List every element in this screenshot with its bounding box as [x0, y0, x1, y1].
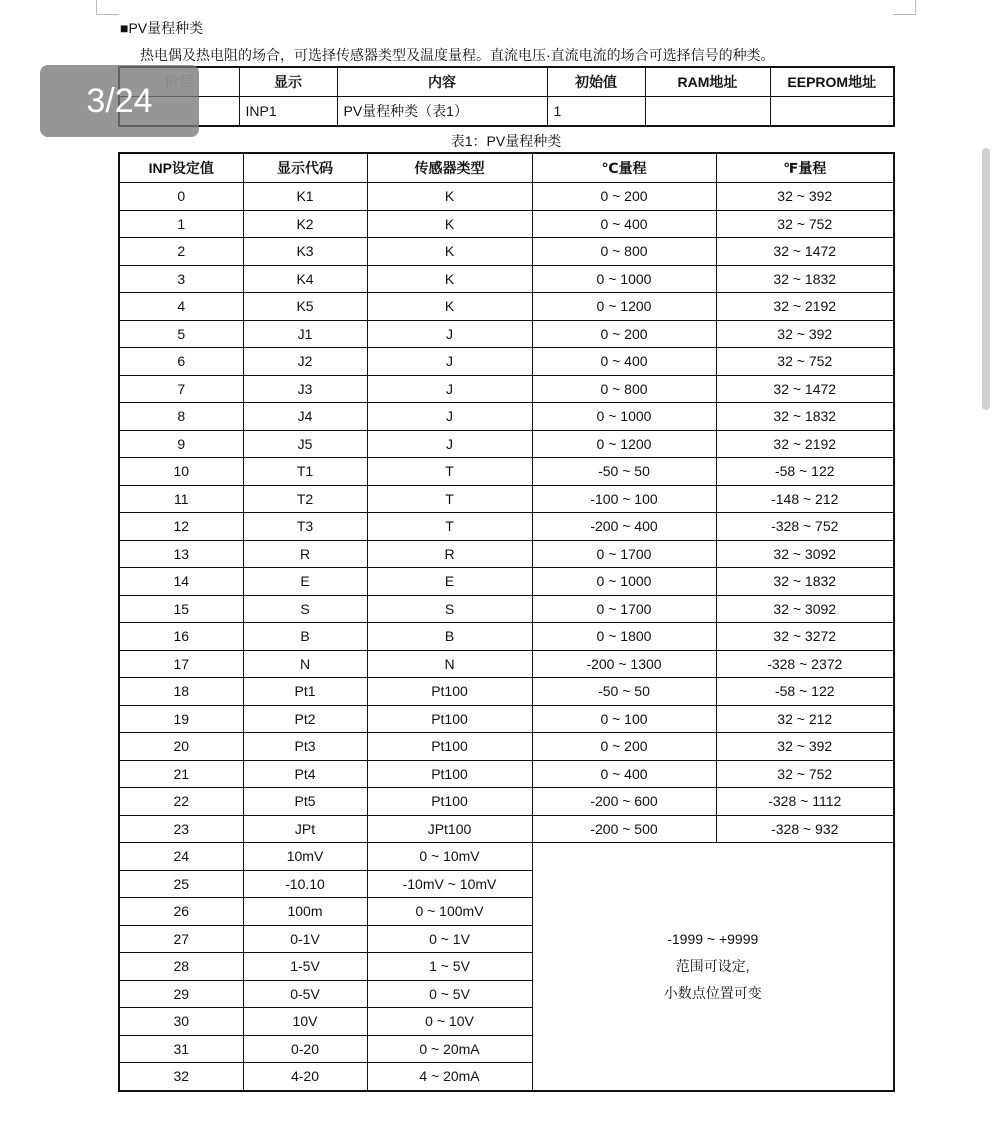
cell-inp-value: 7	[119, 375, 243, 403]
cell-eeprom-address	[770, 97, 894, 127]
page-corner-top-right	[893, 0, 916, 15]
cell-display-code: N	[243, 650, 367, 678]
cell-celsius-range: -50 ~ 50	[532, 678, 716, 706]
cell-inp-value: 9	[119, 430, 243, 458]
cell-sensor-type: JPt100	[367, 815, 532, 843]
cell-sensor-type: R	[367, 540, 532, 568]
cell-sensor-type: K	[367, 265, 532, 293]
cell-display-code: 100m	[243, 898, 367, 926]
cell-display-code: J2	[243, 348, 367, 376]
cell-display-code: 0-1V	[243, 925, 367, 953]
cell-display-code: J4	[243, 403, 367, 431]
cell-inp-value: 27	[119, 925, 243, 953]
cell-display-code: Pt4	[243, 760, 367, 788]
header-celsius-range: ℃量程	[532, 153, 716, 183]
cell-inp-value: 11	[119, 485, 243, 513]
cell-celsius-range: 0 ~ 1200	[532, 293, 716, 321]
cell-display-code: J5	[243, 430, 367, 458]
cell-inp-value: 29	[119, 980, 243, 1008]
header-sensor-type: 传感器类型	[367, 153, 532, 183]
cell-sensor-type: 4 ~ 20mA	[367, 1063, 532, 1091]
cell-display-code: K3	[243, 238, 367, 266]
cell-inp-value: 23	[119, 815, 243, 843]
cell-inp-value: 30	[119, 1008, 243, 1036]
cell-fahrenheit-range: 32 ~ 3092	[716, 595, 894, 623]
cell-sensor-type: S	[367, 595, 532, 623]
cell-sensor-type: E	[367, 568, 532, 596]
cell-sensor-type: 0 ~ 20mA	[367, 1035, 532, 1063]
cell-fahrenheit-range: -148 ~ 212	[716, 485, 894, 513]
cell-inp-value: 19	[119, 705, 243, 733]
cell-inp-value: 10	[119, 458, 243, 486]
table-row	[119, 540, 894, 568]
cell-sensor-type: -10mV ~ 10mV	[367, 870, 532, 898]
cell-display-code: Pt5	[243, 788, 367, 816]
table-row	[119, 265, 894, 293]
cell-sensor-type: T	[367, 513, 532, 541]
cell-inp-value: 14	[119, 568, 243, 596]
parameter-table-header	[119, 67, 894, 97]
cell-inp-value: 22	[119, 788, 243, 816]
cell-fahrenheit-range: 32 ~ 392	[716, 320, 894, 348]
signal-note-line: 范围可设定,	[675, 957, 750, 974]
cell-display-code: K4	[243, 265, 367, 293]
cell-display: INP1	[239, 97, 337, 127]
cell-celsius-range: -200 ~ 400	[532, 513, 716, 541]
table-row	[119, 843, 894, 871]
cell-display-code: -10.10	[243, 870, 367, 898]
header-inp-value: INP设定值	[119, 153, 243, 183]
cell-inp-value: 25	[119, 870, 243, 898]
cell-celsius-range: -50 ~ 50	[532, 458, 716, 486]
signal-note-line: -1999 ~ +9999	[667, 930, 759, 947]
cell-celsius-range: 0 ~ 800	[532, 238, 716, 266]
cell-inp-value: 13	[119, 540, 243, 568]
table-row	[119, 733, 894, 761]
header-eeprom-address: EEPROM地址	[770, 67, 894, 97]
cell-inp-value: 0	[119, 183, 243, 211]
cell-sensor-type: 0 ~ 10V	[367, 1008, 532, 1036]
parameter-table	[118, 66, 895, 127]
cell-display-code: K5	[243, 293, 367, 321]
table-row	[119, 238, 894, 266]
cell-sensor-type: T	[367, 458, 532, 486]
table-row	[119, 650, 894, 678]
cell-celsius-range: 0 ~ 1000	[532, 568, 716, 596]
cell-inp-value: 32	[119, 1063, 243, 1091]
table-row	[119, 348, 894, 376]
cell-fahrenheit-range: -328 ~ 932	[716, 815, 894, 843]
cell-display-code: 1-5V	[243, 953, 367, 981]
cell-celsius-range: 0 ~ 400	[532, 348, 716, 376]
cell-initial-value: 1	[547, 97, 645, 127]
cell-sensor-type: J	[367, 375, 532, 403]
cell-celsius-range: 0 ~ 400	[532, 760, 716, 788]
intro-text: 热电偶及热电阻的场合，可选择传感器类型及温度量程。直流电压·直流电流的场合可选择信号的种类。	[140, 47, 775, 63]
cell-celsius-range: 0 ~ 1200	[532, 430, 716, 458]
header-content: 内容	[337, 67, 547, 97]
cell-fahrenheit-range: 32 ~ 2192	[716, 293, 894, 321]
cell-display-code: 4-20	[243, 1063, 367, 1091]
cell-fahrenheit-range: -58 ~ 122	[716, 678, 894, 706]
cell-fahrenheit-range: 32 ~ 752	[716, 348, 894, 376]
cell-celsius-range: 0 ~ 200	[532, 320, 716, 348]
cell-display-code: Pt1	[243, 678, 367, 706]
table-row	[119, 705, 894, 733]
cell-celsius-range: 0 ~ 1800	[532, 623, 716, 651]
cell-celsius-range: -200 ~ 600	[532, 788, 716, 816]
cell-display-code: E	[243, 568, 367, 596]
cell-sensor-type: Pt100	[367, 678, 532, 706]
cell-display-code: T1	[243, 458, 367, 486]
cell-display-code: R	[243, 540, 367, 568]
cell-sensor-type: 0 ~ 100mV	[367, 898, 532, 926]
table-row	[119, 623, 894, 651]
cell-celsius-range: 0 ~ 1000	[532, 403, 716, 431]
cell-inp-value: 20	[119, 733, 243, 761]
page-indicator: 3/24	[40, 65, 199, 137]
table-row	[119, 375, 894, 403]
parameter-row	[119, 97, 894, 127]
cell-sensor-type: K	[367, 238, 532, 266]
cell-fahrenheit-range: -328 ~ 2372	[716, 650, 894, 678]
cell-inp-value: 4	[119, 293, 243, 321]
range-table-body	[119, 183, 894, 1091]
cell-sensor-type: K	[367, 183, 532, 211]
cell-fahrenheit-range: -58 ~ 122	[716, 458, 894, 486]
cell-ram-address	[645, 97, 770, 127]
cell-fahrenheit-range: 32 ~ 1832	[716, 568, 894, 596]
cell-celsius-range: 0 ~ 1700	[532, 540, 716, 568]
cell-sensor-type: K	[367, 210, 532, 238]
cell-fahrenheit-range: -328 ~ 752	[716, 513, 894, 541]
cell-fahrenheit-range: 32 ~ 752	[716, 760, 894, 788]
table-row	[119, 320, 894, 348]
cell-display-code: 10V	[243, 1008, 367, 1036]
cell-inp-value: 17	[119, 650, 243, 678]
header-display: 显示	[239, 67, 337, 97]
cell-display-code: 10mV	[243, 843, 367, 871]
table-row	[119, 678, 894, 706]
cell-sensor-type: N	[367, 650, 532, 678]
header-display-code: 显示代码	[243, 153, 367, 183]
table-row	[119, 513, 894, 541]
cell-fahrenheit-range: 32 ~ 2192	[716, 430, 894, 458]
cell-display-code: J3	[243, 375, 367, 403]
pv-range-table	[118, 152, 895, 1092]
header-ram-address: RAM地址	[645, 67, 770, 97]
cell-fahrenheit-range: 32 ~ 1472	[716, 375, 894, 403]
table-row	[119, 568, 894, 596]
cell-inp-value: 24	[119, 843, 243, 871]
cell-celsius-range: 0 ~ 400	[532, 210, 716, 238]
cell-display-code: T2	[243, 485, 367, 513]
cell-sensor-type: J	[367, 320, 532, 348]
cell-sensor-type: Pt100	[367, 705, 532, 733]
cell-inp-value: 5	[119, 320, 243, 348]
cell-sensor-type: K	[367, 293, 532, 321]
scrollbar[interactable]	[982, 148, 990, 410]
cell-display-code: B	[243, 623, 367, 651]
table-row	[119, 458, 894, 486]
cell-fahrenheit-range: 32 ~ 752	[716, 210, 894, 238]
cell-inp-value: 6	[119, 348, 243, 376]
cell-sensor-type: B	[367, 623, 532, 651]
cell-fahrenheit-range: 32 ~ 1832	[716, 403, 894, 431]
cell-sensor-type: 0 ~ 10mV	[367, 843, 532, 871]
cell-celsius-range: 0 ~ 200	[532, 183, 716, 211]
cell-inp-value: 18	[119, 678, 243, 706]
header-fahrenheit-range: ℉量程	[716, 153, 894, 183]
table-row	[119, 183, 894, 211]
cell-display-code: T3	[243, 513, 367, 541]
cell-inp-value: 15	[119, 595, 243, 623]
cell-celsius-range: 0 ~ 800	[532, 375, 716, 403]
table-row	[119, 815, 894, 843]
cell-display-code: 0-5V	[243, 980, 367, 1008]
cell-display-code: Pt3	[243, 733, 367, 761]
table-row	[119, 430, 894, 458]
cell-content: PV量程种类（表1）	[337, 97, 547, 127]
cell-sensor-type: 1 ~ 5V	[367, 953, 532, 981]
cell-fahrenheit-range: -328 ~ 1112	[716, 788, 894, 816]
cell-fahrenheit-range: 32 ~ 392	[716, 183, 894, 211]
table-row	[119, 210, 894, 238]
page-corner-top-left	[96, 0, 119, 15]
table-caption: 表1：PV量程种类	[450, 133, 562, 149]
cell-display-code: 0-20	[243, 1035, 367, 1063]
cell-celsius-range: 0 ~ 100	[532, 705, 716, 733]
cell-celsius-range: 0 ~ 200	[532, 733, 716, 761]
cell-celsius-range: -200 ~ 1300	[532, 650, 716, 678]
cell-fahrenheit-range: 32 ~ 3272	[716, 623, 894, 651]
header-initial-value: 初始值	[547, 67, 645, 97]
table-row	[119, 788, 894, 816]
cell-fahrenheit-range: 32 ~ 212	[716, 705, 894, 733]
cell-inp-value: 31	[119, 1035, 243, 1063]
cell-sensor-type: J	[367, 430, 532, 458]
cell-display-code: Pt2	[243, 705, 367, 733]
cell-inp-value: 12	[119, 513, 243, 541]
cell-celsius-range: -200 ~ 500	[532, 815, 716, 843]
cell-inp-value: 28	[119, 953, 243, 981]
cell-sensor-type: J	[367, 348, 532, 376]
cell-inp-value: 3	[119, 265, 243, 293]
cell-inp-value: 2	[119, 238, 243, 266]
cell-sensor-type: Pt100	[367, 733, 532, 761]
cell-celsius-range: -100 ~ 100	[532, 485, 716, 513]
cell-display-code: K2	[243, 210, 367, 238]
cell-inp-value: 21	[119, 760, 243, 788]
cell-inp-value: 1	[119, 210, 243, 238]
section-title: ■PV量程种类	[120, 20, 204, 36]
table-row	[119, 760, 894, 788]
cell-sensor-type: Pt100	[367, 788, 532, 816]
table-row	[119, 485, 894, 513]
table-row	[119, 595, 894, 623]
cell-fahrenheit-range: 32 ~ 3092	[716, 540, 894, 568]
signal-range-note	[532, 843, 894, 1091]
table-row	[119, 403, 894, 431]
cell-sensor-type: T	[367, 485, 532, 513]
cell-display-code: K1	[243, 183, 367, 211]
cell-display-code: J1	[243, 320, 367, 348]
cell-inp-value: 26	[119, 898, 243, 926]
cell-inp-value: 8	[119, 403, 243, 431]
cell-fahrenheit-range: 32 ~ 1832	[716, 265, 894, 293]
cell-celsius-range: 0 ~ 1000	[532, 265, 716, 293]
cell-sensor-type: 0 ~ 1V	[367, 925, 532, 953]
cell-inp-value: 16	[119, 623, 243, 651]
cell-fahrenheit-range: 32 ~ 1472	[716, 238, 894, 266]
cell-sensor-type: J	[367, 403, 532, 431]
cell-display-code: S	[243, 595, 367, 623]
cell-display-code: JPt	[243, 815, 367, 843]
cell-sensor-type: Pt100	[367, 760, 532, 788]
signal-note-line: 小数点位置可变	[663, 984, 762, 1001]
table-row	[119, 293, 894, 321]
cell-celsius-range: 0 ~ 1700	[532, 595, 716, 623]
range-table-header	[119, 153, 894, 183]
cell-fahrenheit-range: 32 ~ 392	[716, 733, 894, 761]
cell-sensor-type: 0 ~ 5V	[367, 980, 532, 1008]
